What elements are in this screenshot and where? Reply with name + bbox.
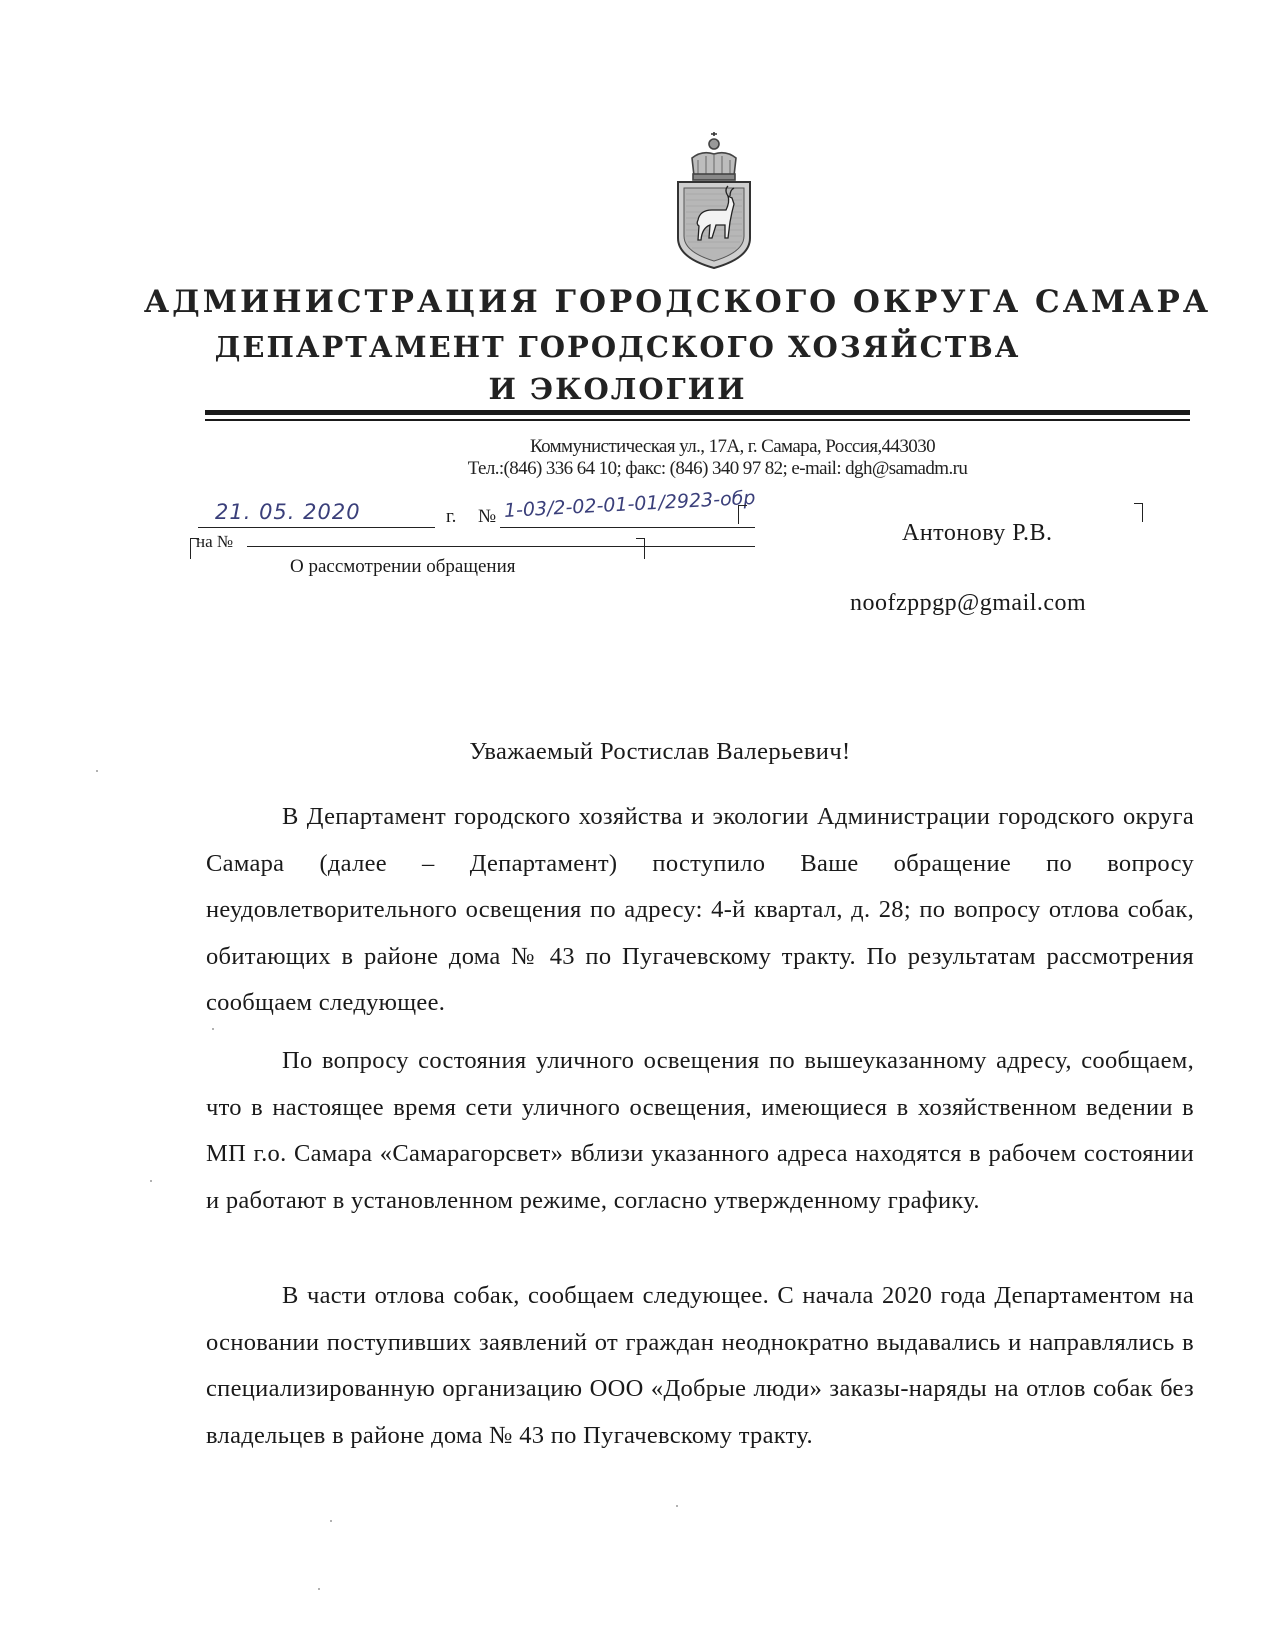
header-divider-thick [205,410,1190,415]
addressee-bracket-right [1134,503,1143,522]
body-paragraph-1: В Департамент городского хозяйства и экологии Администрации городского округа Самара (далее – Департамент) поступило Ваше обращение по вопросу неудовлетворительного освещения по адресу: 4-й квартал, д. 28; по вопросу отлова собак, обитающих в районе дома № 43 по Пугачевскому тракту. По результатам рассмотрения сообщаем следующее. [206,803,1194,1016]
body-paragraph-2: По вопросу состояния уличного освещения по вышеуказанному адресу, сообщаем, что в настоящее время сети уличного освещения, имеющиеся в хозяйственном ведении в МП г.о. Самара «Самарагорсвет» вблизи указанного адреса находятся в рабочем состоянии и работают в установленном режиме, согласно утвержденному графику. [206,1047,1194,1214]
subject-bracket-left [190,538,199,559]
org-address: Коммунистическая ул., 17А, г. Самара, Россия,443030 [529,436,936,457]
registration-date: 21. 05. 2020 [215,500,361,524]
registration-number: 1-03/2-02-01-01/2923-обр [503,486,756,522]
body-paragraph-3: В части отлова собак, сообщаем следующее. С начала 2020 года Департаментом на основании поступивших заявлений от граждан неоднократно выдавались и направлялись в специализированную организацию ООО «Добрые люди» заказы-наряды на отлов собак без владельцев в районе дома № 43 по Пугачевскому тракту. [206,1282,1194,1449]
scan-speck [212,1028,214,1030]
addressee-bracket-left [738,505,747,524]
scan-speck [676,1505,678,1507]
salutation: Уважаемый Ростислав Валерьевич! [469,738,851,765]
header-divider-thin [205,419,1190,421]
year-abbrev-label: г. [446,506,457,527]
reference-number-underline [247,546,755,547]
reference-number-label: на № [196,532,234,551]
subject-bracket-right [636,538,645,559]
number-underline [500,527,755,528]
samara-coat-of-arms-emblem [668,130,760,270]
scan-speck [330,1520,332,1522]
scan-speck [96,770,98,772]
scan-speck [318,1588,320,1590]
date-underline [198,527,435,528]
scan-speck [150,1180,152,1182]
org-title-line-3: И ЭКОЛОГИИ [488,372,747,406]
letter-subject: О рассмотрении обращения [290,556,516,577]
org-title-line-2: ДЕПАРТАМЕНТ ГОРОДСКОГО ХОЗЯЙСТВА [214,330,1021,364]
org-title-line-1: АДМИНИСТРАЦИЯ ГОРОДСКОГО ОКРУГА САМАРА [143,284,1212,320]
org-contacts: Тел.:(846) 336 64 10; факс: (846) 340 97 82; e-mail: dgh@samadm.ru [467,458,968,479]
addressee-name: Антонову Р.В. [902,520,1053,546]
addressee-email: noofzppgp@gmail.com [850,590,1087,616]
number-label: № [478,506,497,527]
